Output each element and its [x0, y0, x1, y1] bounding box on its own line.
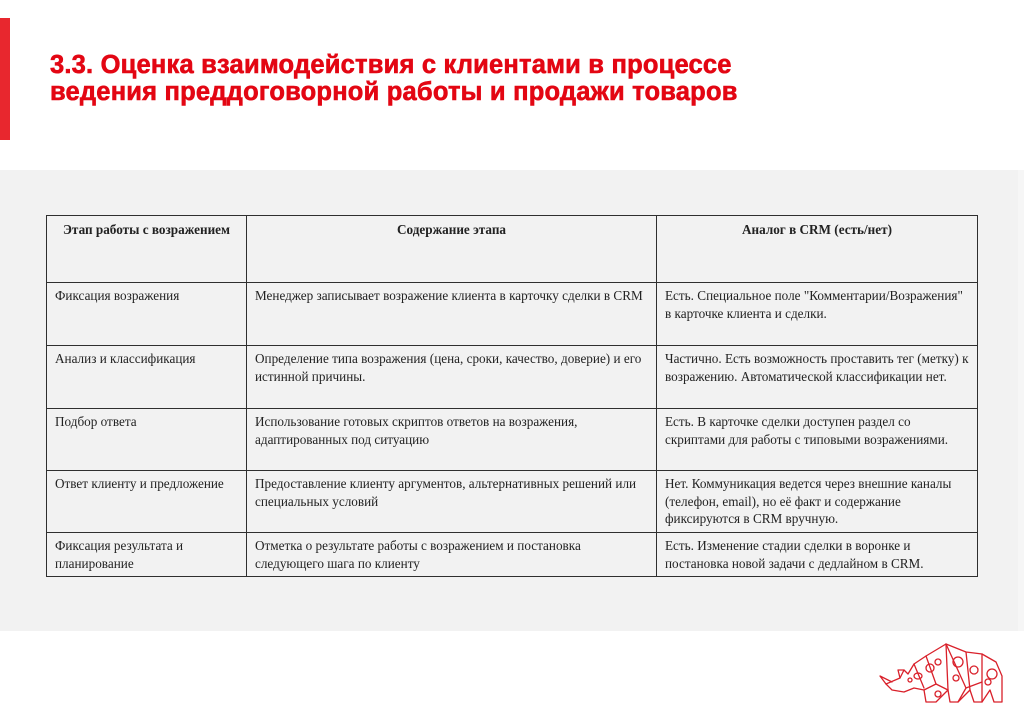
cell-stage: Анализ и классификация: [47, 346, 247, 409]
cell-stage: Ответ клиенту и предложение: [47, 471, 247, 533]
table-row: [47, 346, 978, 409]
header-content: Содержание этапа: [247, 216, 657, 283]
table-row: [47, 471, 978, 533]
cell-stage: Фиксация результата и планирование: [47, 533, 247, 577]
cell-content: Определение типа возражения (цена, сроки, качество, доверие) и его истинной причины.: [247, 346, 657, 409]
cell-content: Отметка о результате работы с возражением и постановка следующего шага по клиенту: [247, 533, 657, 577]
header-crm: Аналог в CRM (есть/нет): [657, 216, 978, 283]
table-row: [47, 283, 978, 346]
cell-stage: Подбор ответа: [47, 409, 247, 471]
cell-content: Предоставление клиенту аргументов, альтернативных решений или специальных условий: [247, 471, 657, 533]
objection-stages-table: [46, 215, 978, 577]
table-row: [47, 409, 978, 471]
title-line-2: ведения преддоговорной работы и продажи товаров: [50, 78, 738, 106]
title-line-1: 3.3. Оценка взаимодействия с клиентами в процессе: [50, 51, 732, 79]
rhino-logo-icon: [878, 632, 1013, 712]
cell-crm: Есть. В карточке сделки доступен раздел со скриптами для работы с типовыми возражениями.: [657, 409, 978, 471]
accent-bar: [0, 18, 10, 140]
slide-title: [50, 52, 990, 106]
cell-crm: Нет. Коммуникация ведется через внешние каналы (телефон, email), но её факт и содержание фиксируются в CRM вручную.: [657, 471, 978, 533]
cell-crm: Есть. Специальное поле "Комментарии/Возражения" в карточке клиента и сделки.: [657, 283, 978, 346]
content-band-edge: [1018, 170, 1024, 631]
cell-content: Использование готовых скриптов ответов на возражения, адаптированных под ситуацию: [247, 409, 657, 471]
cell-crm: Частично. Есть возможность проставить тег (метку) к возражению. Автоматической классификации нет.: [657, 346, 978, 409]
table-row: [47, 533, 978, 577]
cell-content: Менеджер записывает возражение клиента в карточку сделки в CRM: [247, 283, 657, 346]
header-stage: Этап работы с возражением: [47, 216, 247, 283]
cell-stage: Фиксация возражения: [47, 283, 247, 346]
table-header-row: [47, 216, 978, 283]
cell-crm: Есть. Изменение стадии сделки в воронке и постановка новой задачи с дедлайном в CRM.: [657, 533, 978, 577]
